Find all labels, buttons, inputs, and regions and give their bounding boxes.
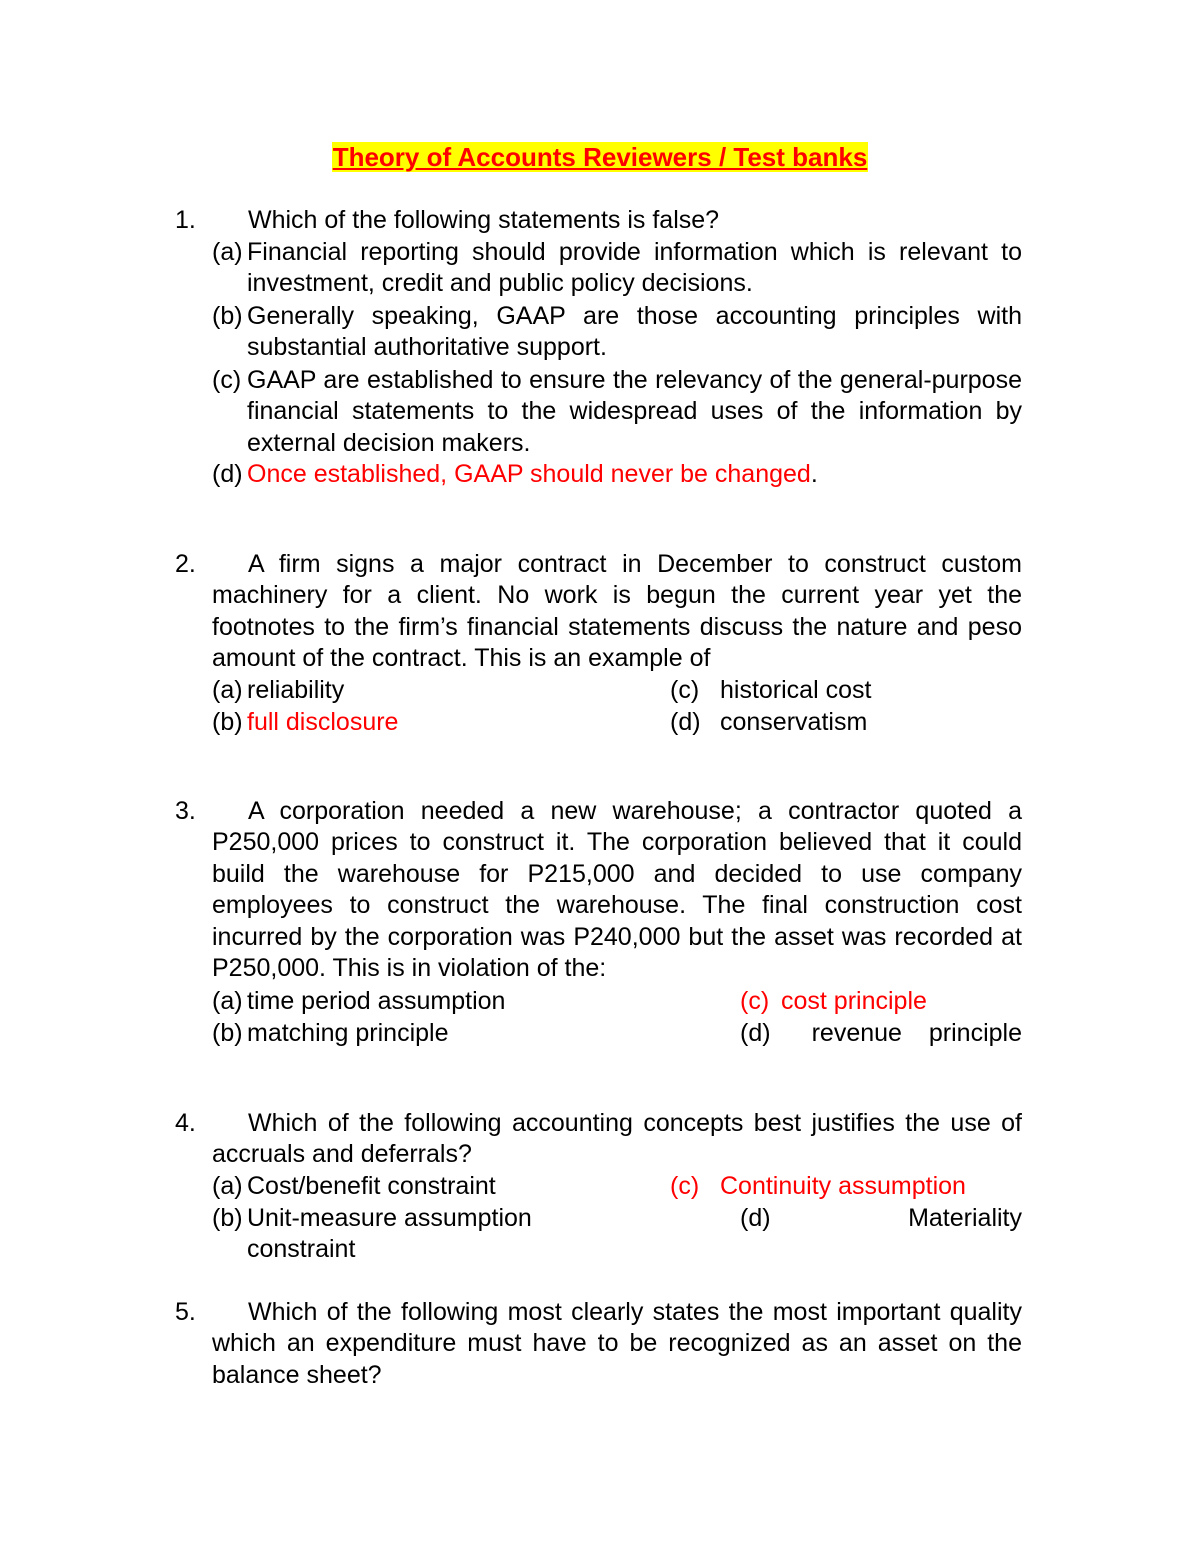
option-text: GAAP are established to ensure the relevancy of the general-purpose financial statements to the widespread uses of the information by external decision makers. [247,366,1022,457]
option-text: Cost/benefit constraint [247,1172,496,1200]
question-stem: A firm signs a major contract in December to construct custom machinery for a client. No work is begun the current year yet the footnotes to the firm’s financial statements discuss the nature and peso amount of the contract. This is an example of [212,550,1022,673]
question-number: 2. [175,550,196,578]
option-label: (a) [212,987,243,1015]
correct-answer: full disclosure [247,708,399,736]
option-text-answer [247,459,818,490]
correct-answer: Continuity assumption [720,1172,966,1200]
option-text: Financial reporting should provide information which is relevant to investment, credit and public policy decisions. [247,238,1022,298]
option-text: Materiality [908,1204,1022,1232]
option-label: (c) [740,987,770,1015]
option-text: matching principle [247,1019,449,1047]
option-text: time period assumption [247,987,506,1015]
option-label: (a) [212,1172,243,1200]
question-stem: Which of the following statements is false? [248,206,720,234]
option-label: (d) [670,708,701,736]
option-label: (d) [740,1019,771,1047]
option-label: (c) [670,1172,700,1200]
page-title [0,141,1200,173]
option-continuation [247,1234,355,1265]
option-label: (b) [212,1204,243,1232]
option-text: historical cost [720,676,872,704]
option-text: conservatism [720,708,868,736]
option-label: (b) [212,302,243,330]
option-label: (c) [212,366,242,394]
correct-answer: Once established, GAAP should never be changed [247,460,811,488]
question-number: 5. [175,1298,196,1326]
option-label: (d) [740,1204,771,1232]
option-label: (c) [670,676,700,704]
question-stem: Which of the following accounting concepts best justifies the use of accruals and deferrals? [212,1109,1022,1169]
option-label: (b) [212,708,243,736]
option-text: Unit-measure assumption [247,1204,532,1232]
option-label: (a) [212,676,243,704]
question-number: 1. [175,206,196,234]
page-title-text: Theory of Accounts Reviewers / Test banks [332,142,868,172]
question-stem: Which of the following most clearly states the most important quality which an expenditure must have to be recognized as an asset on the balance sheet? [212,1298,1022,1389]
option-text: reliability [247,676,345,704]
option-suffix: . [810,460,818,488]
question-stem: A corporation needed a new warehouse; a contractor quoted a P250,000 prices to construct it. The corporation believed that it could build the warehouse for P215,000 and decided to use company employees to construct the warehouse. The final construction cost incurred by the corporation was P240,000 but the asset was recorded at P250,000. This is in violation of the: [212,797,1022,983]
question-number: 4. [175,1109,196,1137]
question-number: 3. [175,797,196,825]
option-label: (d) [212,460,243,488]
option-text: revenue principle [811,1019,1022,1047]
option-label: (b) [212,1019,243,1047]
option-text: Generally speaking, GAAP are those accounting principles with substantial authoritative support. [247,302,1022,362]
correct-answer: cost principle [781,987,927,1015]
option-text: constraint [247,1235,356,1263]
option-label: (a) [212,238,243,266]
